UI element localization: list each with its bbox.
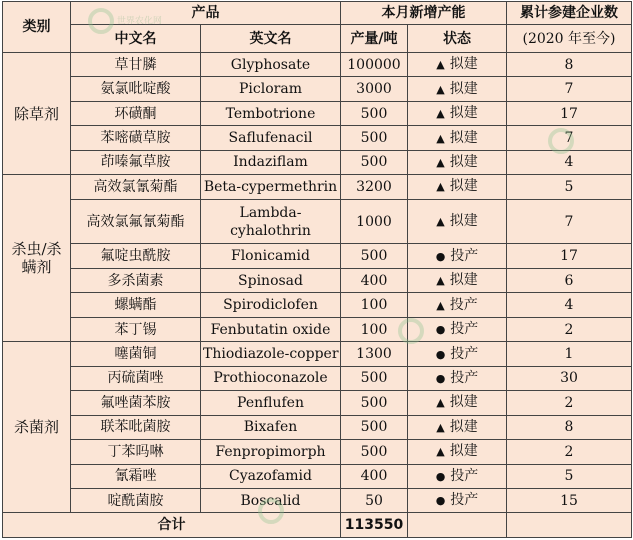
cn-name: 环磺酮 xyxy=(71,101,201,125)
status-symbol: ▲ xyxy=(436,215,445,229)
status-cell xyxy=(408,52,507,76)
watermark-text: 世界农化网 xyxy=(116,16,162,27)
table-row xyxy=(3,489,632,513)
table-row xyxy=(3,317,632,341)
capacity: 500 xyxy=(341,244,408,268)
table-row xyxy=(3,244,632,268)
status-text: 拟建 xyxy=(449,153,478,170)
table-row xyxy=(3,175,632,199)
capacity: 50 xyxy=(341,489,408,513)
status-text: 投产 xyxy=(450,369,479,386)
status-text: 拟建 xyxy=(449,394,478,411)
capacity: 100 xyxy=(341,293,408,317)
header-cumulative: 累计参建企业数 xyxy=(507,2,632,25)
cn-name: 氰霜唑 xyxy=(71,464,201,488)
count: 2 xyxy=(507,391,632,415)
header-category: 类别 xyxy=(3,2,71,53)
count: 1 xyxy=(507,342,632,366)
en-name: Fenpropimorph xyxy=(201,440,341,464)
table-row xyxy=(3,77,632,101)
en-name: Spinosad xyxy=(201,268,341,292)
en-name: Fenbutatin oxide xyxy=(201,317,341,341)
header-capacity-unit: 产量/吨 xyxy=(341,25,408,53)
status-symbol: ▲ xyxy=(436,107,445,121)
status-symbol: ▲ xyxy=(436,420,445,434)
cn-name: 苯嘧磺草胺 xyxy=(71,126,201,150)
status-cell xyxy=(408,464,507,488)
status-text: 投产 xyxy=(450,321,479,338)
status-symbol: ● xyxy=(435,323,446,337)
en-name: Lambda-cyhalothrin xyxy=(201,199,341,244)
cn-name: 苯丁锡 xyxy=(71,317,201,341)
status-cell xyxy=(408,175,507,199)
cn-name: 草甘膦 xyxy=(71,52,201,76)
header-product: 产品 xyxy=(71,2,341,25)
capacity: 1300 xyxy=(341,342,408,366)
en-name: Indaziflam xyxy=(201,150,341,174)
status-symbol: ▲ xyxy=(436,58,445,72)
count: 17 xyxy=(507,101,632,125)
status-symbol: ▲ xyxy=(436,82,445,96)
count: 15 xyxy=(507,489,632,513)
status-text: 投产 xyxy=(450,492,479,509)
count: 5 xyxy=(507,464,632,488)
total-row xyxy=(3,513,632,538)
group-herbicide: 除草剂 xyxy=(3,52,71,174)
status-cell xyxy=(408,101,507,125)
status-text: 拟建 xyxy=(449,56,478,73)
status-symbol: ▲ xyxy=(436,155,445,169)
status-cell xyxy=(408,366,507,390)
en-name: Glyphosate xyxy=(201,52,341,76)
capacity: 500 xyxy=(341,440,408,464)
count: 8 xyxy=(507,52,632,76)
en-name: Thiodiazole-copper xyxy=(201,342,341,366)
total-capacity: 113550 xyxy=(341,513,408,538)
cn-name: 高效氯氟氰菊酯 xyxy=(71,199,201,244)
table-row xyxy=(3,366,632,390)
table-row xyxy=(3,101,632,125)
status-symbol: ▲ xyxy=(436,274,445,288)
count: 2 xyxy=(507,317,632,341)
en-name: Beta-cypermethrin xyxy=(201,175,341,199)
cn-name: 丁苯吗啉 xyxy=(71,440,201,464)
status-symbol: ● xyxy=(435,469,446,483)
status-symbol: ● xyxy=(435,494,446,508)
table-row xyxy=(3,440,632,464)
status-text: 投产 xyxy=(450,467,479,484)
cn-name: 啶酰菌胺 xyxy=(71,489,201,513)
capacity: 3200 xyxy=(341,175,408,199)
count: 4 xyxy=(507,293,632,317)
status-text: 拟建 xyxy=(449,80,478,97)
en-name: Bixafen xyxy=(201,415,341,439)
en-name: Picloram xyxy=(201,77,341,101)
status-cell xyxy=(408,199,507,244)
cn-name: 联苯吡菌胺 xyxy=(71,415,201,439)
status-text: 拟建 xyxy=(449,129,478,146)
capacity-table xyxy=(2,1,632,538)
status-cell xyxy=(408,391,507,415)
en-name: Flonicamid xyxy=(201,244,341,268)
status-cell xyxy=(408,317,507,341)
group-fungicide: 杀菌剂 xyxy=(3,342,71,513)
count: 5 xyxy=(507,175,632,199)
cn-name: 噻菌铜 xyxy=(71,342,201,366)
capacity: 400 xyxy=(341,464,408,488)
cn-name: 螺螨酯 xyxy=(71,293,201,317)
status-symbol: ● xyxy=(435,347,446,361)
status-cell xyxy=(408,489,507,513)
count: 17 xyxy=(507,244,632,268)
status-cell xyxy=(408,244,507,268)
table-row xyxy=(3,464,632,488)
status-text: 拟建 xyxy=(449,272,478,289)
count: 7 xyxy=(507,126,632,150)
status-cell xyxy=(408,415,507,439)
total-count-empty xyxy=(507,513,632,538)
table-row xyxy=(3,391,632,415)
en-name: Penflufen xyxy=(201,391,341,415)
total-status-empty xyxy=(408,513,507,538)
status-cell xyxy=(408,268,507,292)
capacity: 500 xyxy=(341,101,408,125)
table-row xyxy=(3,52,632,76)
status-text: 拟建 xyxy=(449,418,478,435)
cn-name: 丙硫菌唑 xyxy=(71,366,201,390)
table-row xyxy=(3,126,632,150)
capacity: 400 xyxy=(341,268,408,292)
count: 7 xyxy=(507,199,632,244)
header-en-name: 英文名 xyxy=(201,25,341,53)
status-cell xyxy=(408,440,507,464)
count: 30 xyxy=(507,366,632,390)
status-text: 投产 xyxy=(450,247,479,264)
status-cell xyxy=(408,150,507,174)
header-new-capacity: 本月新增产能 xyxy=(341,2,507,25)
status-cell xyxy=(408,126,507,150)
table-row xyxy=(3,199,632,244)
header-period: (2020 年至今) xyxy=(507,25,632,53)
cn-name: 氟唑菌苯胺 xyxy=(71,391,201,415)
en-name: Tembotrione xyxy=(201,101,341,125)
capacity: 3000 xyxy=(341,77,408,101)
header-status: 状态 xyxy=(408,25,507,53)
total-label: 合计 xyxy=(3,513,341,538)
capacity: 500 xyxy=(341,415,408,439)
table-row xyxy=(3,268,632,292)
status-symbol: ▲ xyxy=(436,180,445,194)
group-insecticide: 杀虫/杀螨剂 xyxy=(3,175,71,342)
table-row xyxy=(3,293,632,317)
capacity: 500 xyxy=(341,150,408,174)
status-symbol: ▲ xyxy=(436,131,445,145)
count: 7 xyxy=(507,77,632,101)
count: 8 xyxy=(507,415,632,439)
count: 2 xyxy=(507,440,632,464)
status-symbol: ▲ xyxy=(436,445,445,459)
status-cell xyxy=(408,77,507,101)
capacity: 100000 xyxy=(341,52,408,76)
status-cell xyxy=(408,342,507,366)
capacity: 500 xyxy=(341,126,408,150)
en-name: Prothioconazole xyxy=(201,366,341,390)
en-name: Saflufenacil xyxy=(201,126,341,150)
status-symbol: ● xyxy=(435,371,446,385)
table-row xyxy=(3,150,632,174)
header-cn-name: 中文名 xyxy=(71,25,201,53)
capacity: 100 xyxy=(341,317,408,341)
status-text: 拟建 xyxy=(449,178,478,195)
status-text: 投产 xyxy=(450,345,479,362)
status-text: 拟建 xyxy=(449,105,478,122)
status-symbol: ● xyxy=(435,249,446,263)
en-name: Spirodiclofen xyxy=(201,293,341,317)
cn-name: 多杀菌素 xyxy=(71,268,201,292)
en-name: Boscalid xyxy=(201,489,341,513)
status-cell xyxy=(408,293,507,317)
cn-name: 高效氯氰菊酯 xyxy=(71,175,201,199)
capacity: 500 xyxy=(341,391,408,415)
capacity: 1000 xyxy=(341,199,408,244)
en-name: Cyazofamid xyxy=(201,464,341,488)
table-row xyxy=(3,342,632,366)
cn-name: 氨氯吡啶酸 xyxy=(71,77,201,101)
status-text: 投产 xyxy=(449,296,478,313)
status-text: 拟建 xyxy=(449,443,478,460)
status-symbol: ▲ xyxy=(436,298,445,312)
cn-name: 氟啶虫酰胺 xyxy=(71,244,201,268)
status-symbol: ▲ xyxy=(436,396,445,410)
count: 6 xyxy=(507,268,632,292)
cn-name: 茚嗪氟草胺 xyxy=(71,150,201,174)
table-row xyxy=(3,415,632,439)
capacity: 500 xyxy=(341,366,408,390)
status-text: 拟建 xyxy=(449,213,478,230)
count: 4 xyxy=(507,150,632,174)
